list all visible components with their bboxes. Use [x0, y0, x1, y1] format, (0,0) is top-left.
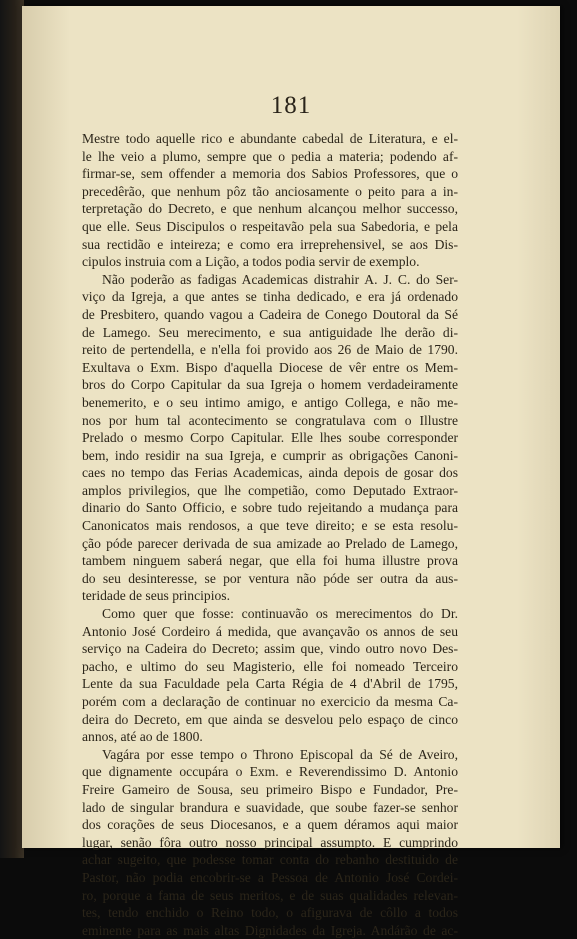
text-line: de Presbitero, quando vagou a Cadeira de Conego Doutoral da Sé	[82, 306, 458, 322]
text-line: bem, indo residir na sua Igreja, e cumprir as obrigações Canoni-	[82, 447, 458, 463]
text-line: Pastor, não podia encobrir-se a Pessoa de Antonio José Cordei-	[82, 869, 458, 885]
text-line: de Lamego. Seu merecimento, e sua antiguidade lhe derão di-	[82, 324, 458, 340]
text-line: viço da Igreja, a que antes se tinha dedicado, e era já ordenado	[82, 289, 458, 305]
text-line: achar sugeito, que podesse tomar conta do rebanho destituido de	[82, 852, 458, 868]
text-line: firmar-se, sem offender a memoria dos Sabios Professores, que o	[82, 166, 458, 182]
text-line: Canonicatos mais rendosos, a que teve direito; e se esta resolu-	[82, 518, 458, 534]
text-line: tes, tendo enchido o Reino todo, o afigurava de côllo a todos	[82, 905, 458, 921]
text-line: teridade de seus principios.	[82, 588, 230, 604]
text-line: do seu desinteresse, se por ventura não póde ser outra da aus-	[82, 570, 458, 586]
text-line: dos corações de seus Diocesanos, e a quem déramos aqui maior	[82, 817, 458, 833]
text-line: serviço na Cadeira do Decreto; assim que, vindo outro novo Des-	[82, 641, 458, 657]
text-line: tambem ninguem saberá negar, que ella foi huma illustre prova	[82, 553, 458, 569]
text-line: que dignamente occupára o Exm. e Reverendissimo D. Antonio	[82, 764, 458, 780]
text-line: que elle. Seus Discipulos o respeitavão pela sua Sabedoria, e pela	[82, 218, 458, 234]
text-line: Exultava o Exm. Bispo d'aquella Diocese de vêr entre os Mem-	[82, 359, 458, 375]
text-line: le lhe veio a plumo, sempre que o pedia a materia; podendo af-	[82, 148, 458, 164]
text-line: benemerito, e o seu intimo amigo, e antigo Collega, e não me-	[82, 394, 458, 410]
book-gutter	[0, 0, 24, 858]
text-line: porém com a declaração de continuar no exercicio da mesma Ca-	[82, 694, 458, 709]
text-line: sua rectidão e inteireza; e como era irreprehensivel, se aos Dis-	[82, 236, 458, 252]
text-line: reito de pertendella, e n'ella foi provido aos 26 de Maio de 1790.	[82, 342, 458, 358]
text-line: bros do Corpo Capitular da sua Igreja o homem verdadeiramente	[82, 377, 458, 393]
text-line: Lente da sua Faculdade pela Carta Régia de 4 d'Abril de 1795,	[82, 676, 458, 692]
book-page	[22, 6, 560, 938]
page-number: 181	[270, 92, 312, 119]
text-line: Não poderão as fadigas Academicas distrahir A. J. C. do Ser-	[102, 271, 458, 287]
text-line: nos por hum tal acontecimento se congratulava com o Illustre	[82, 412, 458, 428]
text-line: cipulos instruia com a Lição, a todos podia servir de exemplo.	[82, 254, 420, 270]
text-line: caes no tempo das Ferias Academicas, ainda depois de gosar dos	[82, 465, 458, 481]
text-line: Mestre todo aquelle rico e abundante cabedal de Literatura, e el-	[82, 131, 458, 146]
text-line: Prelado o mesmo Corpo Capitular. Elle lhes soube corresponder	[82, 430, 458, 446]
text-line: lugar, senão fôra outro nosso principal assumpto. E cumprindo	[82, 834, 458, 850]
text-line: terpretação do Decreto, e que nenhum alcançou melhor successo,	[82, 201, 458, 217]
text-line: dinario do Santo Officio, e sobre tudo rejeitando a mudança para	[82, 500, 458, 516]
text-line: Como quer que fosse: continuavão os merecimentos do Dr.	[102, 606, 458, 622]
text-line: Antonio José Cordeiro á medida, que avançavão os annos de seu	[82, 623, 458, 639]
text-line: annos, até ao de 1800.	[82, 729, 203, 745]
text-line: lado de singular brandura e suavidade, que soube fazer-se senhor	[82, 799, 458, 815]
text-line: eminente para as mais altas Dignidades da Igreja. Andárão de ac-	[82, 922, 458, 938]
text-line: ção póde parecer derivada de sua amizade ao Prelado de Lamego,	[82, 535, 458, 551]
text-line: precedêrão, que nenhum pôz tão anciosamente o peito para a in-	[82, 183, 458, 199]
text-line: ro, porque a fama de seus meritos, e de suas qualidades relevan-	[82, 887, 458, 903]
text-line: deira do Decreto, em que ainda se desvelou pelo espaço de cinco	[82, 711, 458, 727]
text-line: Vagára por esse tempo o Throno Episcopal da Sé de Aveiro,	[102, 746, 458, 762]
body-text	[82, 130, 458, 939]
text-line: Freire Gameiro de Sousa, seu primeiro Bispo e Fundador, Pre-	[82, 781, 458, 797]
text-line: pacho, e ultimo do seu Magisterio, elle foi nomeado Terceiro	[82, 658, 458, 674]
text-line: amplos privilegios, que lhe competião, como Deputado Extraor-	[82, 482, 458, 498]
